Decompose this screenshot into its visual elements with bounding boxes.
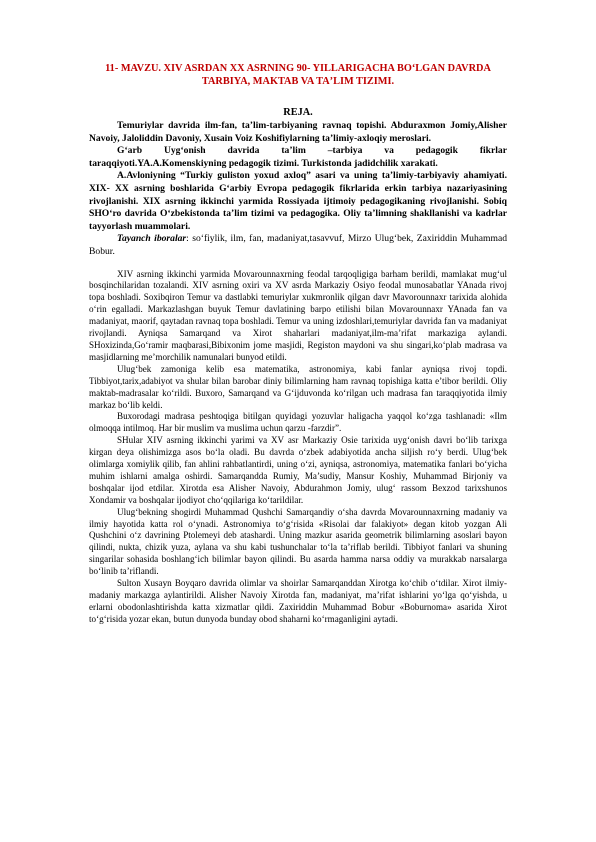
plan-item-3: A.Avloniyning “Turkiy guliston yoxud axloq” asari va uning ta’limiy-tarbiyaviy ahamiyati. XIX- XX asrning boshlarida G‘arbiy Evropa pedagogik fikrlarida erkin tarbiya nazariyasining rivojlanishi. XIX asrning ikkinchi yarmida Rossiyada ijtimoiy pedagogikaning rivojlanishi. Sobiq SHO‘ro davrida O‘zbekistonda ta’lim tizimi va pedagogika. Oliy ta’limning shakllanishi va kadrlar tayyorlash muammolari. xyxy=(89,170,507,232)
plan-list xyxy=(89,120,507,233)
plan-item-1: Temuriylar davrida ilm-fan, ta’lim-tarbiyaning ravnaq topishi. Abduraxmon Jomiy,Alisher Navoiy, Jaloliddin Davoniy, Xusain Voiz Koshifiylarning ta’limiy-axloqiy meroslari. xyxy=(89,120,507,144)
paragraph-4: SHular XIV asrning ikkinchi yarimi va XV asr Markaziy Osie tarixida uyg‘onish davri bo‘lib tarixga kirgan deya olishimizga asos bo‘la oladi. Bu davrda o‘zbek adabiyotida ancha siljish ro‘y berdi. Ulug‘bek olimlarga xomiylik qilib, fan ahlini rahbatlantirdi, uning o‘zi, ayniqsa, astronomiya, matematika fanlari bo‘yicha muhim ishlarni amalga oshirdi. Samarqandda Rumiy, Ma’sudiy, Mansur Koshiy, Muhammad Birjoniy va boshqalar ijod etdilar. Xirotda esa Alisher Navoiy, Abdurahmon Jomiy, ulug‘ rassom Bexzod tarixshunos Xondamir va boshqalar ijodiyot cho‘qqilariga ko‘tarildilar. xyxy=(89,435,507,505)
paragraph-2: Ulug‘bek zamoniga kelib esa matematika, astronomiya, kabi fanlar ayniqsa rivoj topdi. Tibbiyot,tarix,adabiyot va shular bilan barobar diniy bilimlarning ham ravnaq topishiga katta e’tibor berildi. Oliy maktab-madrasalar ko‘rildi. Buxoro, Samarqand va G‘ijduvonda ko‘rilgan uch madrasa fan taraqqiyotida ilmiy markaz bo‘lib keldi. xyxy=(89,363,507,410)
keywords-line xyxy=(89,233,507,258)
paragraph-5: Ulug‘bekning shogirdi Muhammad Qushchi Samarqandiy o‘sha davrda Movarounnaxrning madaniy va ilmiy hayotida katta rol o‘ynadi. Astronomiya to‘g‘risida «Risolai dar falakiyot» degan kitob yozgan Ali Qushchini o‘z davrining Ptolemeyi deb atashardi. Uning mazkur asarida geometrik bilimlarning asoslari bayon qilindi, nukta, chizik yuza, aylana va shu kabi tushunchalar to‘la ta’riflab berildi. Tibbiyot fanlari va shuning singarilar sohasida boshlang‘ich bilimlar bayon qilindi. Bu asarda hamma narsa oddiy va murakkab narsalarga bo‘linib ta’riflandi. xyxy=(89,506,507,577)
keywords-label: Tayanch iboralar xyxy=(117,233,187,245)
page-title xyxy=(89,62,507,88)
plan-heading: REJA. xyxy=(283,107,313,118)
title-line-2: TARBIYA, MAKTAB VA TAʼLIM TIZIMI. xyxy=(201,76,395,87)
keywords-text: : so‘fiylik, ilm, fan, madaniyat,tasavvuf, Mirzo Ulug‘bek, Zaxiriddin Muhammad Bobur. xyxy=(89,233,507,257)
body-text xyxy=(89,269,507,626)
title-line-1: 11- MAVZU. XIV ASRDAN XX ASRNING 90- YILLARIGACHA BOʻLGAN DAVRDA xyxy=(105,63,491,74)
plan-item-2: G‘arb Uyg‘onish davrida ta’lim –tarbiya va pedagogik fikrlar taraqqiyoti.YA.A.Komenskiyning pedagogik tizimi. Turkistonda jadidchilik xarakati. xyxy=(89,145,507,169)
paragraph-1: XIV asrning ikkinchi yarmida Movarounnaxrning feodal tarqoqligiga barham berildi, mamlakat mug‘ul bosqinchilaridan tozalandi. XIV asrning oxiri va XV asrda Markaziy Osiyo feodal munosabatlar YAnada rivoj topa boshladi. Soxibqiron Temur va dastlabki temuriylar xukmronlik qilgan davr Mavorounnaxr tarixida alohida o‘rin egalladi. Markazlashgan buyuk Temur davlatining barpo etilishi bilan Movarounnaxr YAnada fan va madaniyat, maorif, qaytadan ravnaq topa boshladi. Temur va uning izdoshlari,temuriylar davrida fan va madaniyat rivojlandi. Ayniqsa Samarqand va Xirot shaharlari madaniyat,ilm-ma’rifat markaziga aylandi. SHoxizinda,Go‘ramir maqbarasi,Bibixonim jome masjidi, Registon maydoni va shu singari,ko‘plab madrasa va masjidlarning me’morchilik namunalari bunyod etildi. xyxy=(89,268,507,362)
paragraph-3: Buxorodagi madrasa peshtoqiga bitilgan quyidagi yozuvlar haligacha yaqqol ko‘zga tashlanadi: «Ilm olmoqqa intilmoq. Har bir muslim va muslima uchun qarzu -farzdir”. xyxy=(89,411,507,434)
document-page xyxy=(89,62,507,626)
paragraph-6: Sulton Xusayn Boyqaro davrida olimlar va shoirlar Samarqanddan Xirotga ko‘chib o‘tdilar. Xirot ilmiy-madaniy markazga aylantirildi. Alisher Navoiy Xirotda fan, madaniyat, ma’rifat ishlarini yo‘lga qo‘yishda, u erlarni obodonlashtirishda katta xizmatlar qildi. Zaxiriddin Muhammad Bobur «Boburnoma» asarida Xirot to‘g‘risida yozar ekan, butun dunyoda bunday obod shaharni ko‘rmaganligini aytadi. xyxy=(89,578,507,624)
